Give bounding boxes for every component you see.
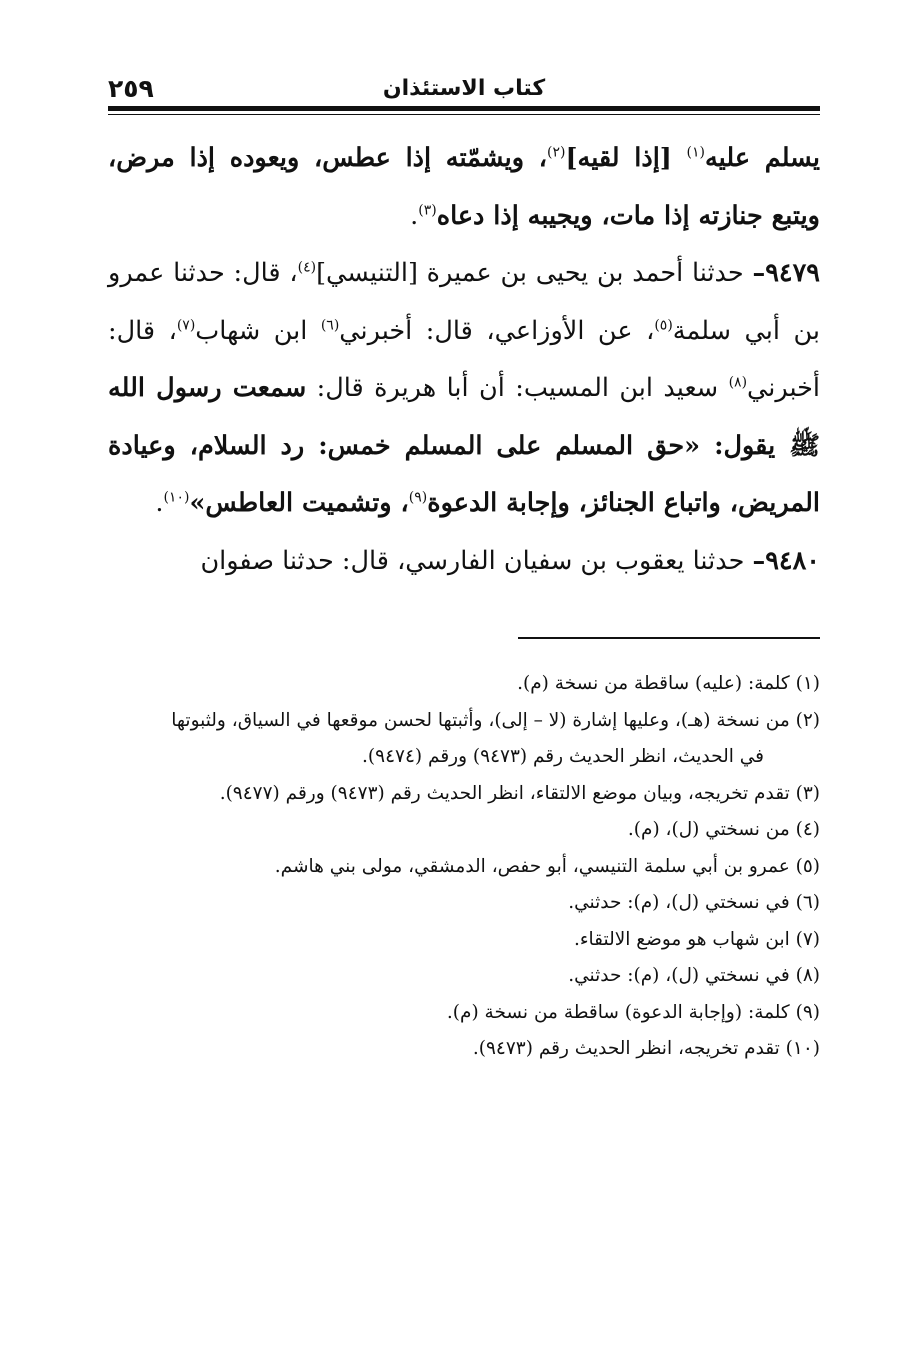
- footnote: [108, 776, 820, 813]
- footnote-text: (٧) ابن شهاب هو موضع الالتقاء.: [573, 928, 820, 950]
- text-run: ، قال: أخبرني: [108, 315, 820, 403]
- footnote-text: (٣) تقدم تخريجه، وبيان موضع الالتقاء، انظر الحديث رقم (٩٤٧٣) ورقم (٩٤٧٧).: [219, 782, 820, 804]
- footnote: [108, 922, 820, 959]
- footnote-ref: (١٠): [163, 489, 190, 506]
- footnote-ref: (٢): [546, 144, 566, 161]
- text-run: حدثنا أحمد بن يحيى بن عميرة [التنيسي]: [316, 258, 753, 288]
- footnote: [108, 885, 820, 922]
- footnote-ref: (٤): [297, 259, 317, 276]
- footnote-ref: (٧): [176, 317, 196, 333]
- footnote-text: (٢) من نسخة (هـ)، وعليها إشارة (لا – إلى)، وأثبتها لحسن موقعها في السياق، ولثبوتها: [171, 709, 820, 731]
- footnote: [108, 1031, 820, 1068]
- footnote: [108, 812, 820, 849]
- footnote-text: (٩) كلمة: (وإجابة الدعوة) ساقطة من نسخة (م).: [446, 1001, 820, 1023]
- footnote: [108, 849, 820, 886]
- text-run: .: [155, 488, 164, 518]
- main-text: [108, 130, 820, 590]
- footnote-ref: (٨): [728, 374, 748, 391]
- footnote: [108, 703, 820, 776]
- footnote: [108, 995, 820, 1032]
- footnote-ref: (٣): [418, 202, 437, 218]
- page-header: [108, 74, 820, 102]
- footnote: [108, 958, 820, 995]
- text-run: [إذا لقيه]: [565, 143, 687, 173]
- text-run: يسلم عليه: [705, 143, 820, 173]
- text-run: ، عن الأوزاعي، قال: أخبرني: [339, 315, 655, 346]
- hadith-number: ٩٤٧٩–: [752, 258, 820, 288]
- footnote-continuation: في الحديث، انظر الحديث رقم (٩٤٧٣) ورقم (٩٤٧٤).: [362, 746, 764, 767]
- text-run: ابن شهاب: [195, 315, 321, 346]
- footnotes: [108, 666, 820, 1068]
- footnote-text: (١٠) تقدم تخريجه، انظر الحديث رقم (٩٤٧٣).: [472, 1038, 820, 1059]
- footnote-text: (٦) في نسختي (ل)، (م): حدثني.: [568, 892, 820, 913]
- text-run: ، ويشمّته إذا عطس، ويعوده إذا مرض، ويتبع جنازته إذا مات، ويجيبه إذا دعاه: [108, 143, 820, 231]
- footnote: [108, 666, 820, 703]
- footnote-text: (٨) في نسختي (ل)، (م): حدثني.: [568, 965, 820, 986]
- footnote-text: (٥) عمرو بن أبي سلمة التنيسي، أبو حفص، الدمشقي، مولى بني هاشم.: [274, 855, 820, 877]
- footnote-text: (٤) من نسختي (ل)، (م).: [627, 819, 820, 840]
- footnote-ref: (٥): [654, 317, 673, 333]
- text-run: حدثنا يعقوب بن سفيان الفارسي، قال: حدثنا صفوان: [200, 545, 753, 576]
- paragraph-continuation: [108, 130, 820, 245]
- footnote-ref: (١): [686, 144, 706, 161]
- footnote-ref: (٩): [408, 489, 428, 506]
- text-run: ، قال: حدثنا عمرو بن أبي سلمة: [108, 258, 820, 346]
- text-run: سعيد ابن المسيب: أن أبا هريرة قال:: [306, 373, 729, 403]
- header-rule-thick: [108, 106, 820, 111]
- text-run: .: [410, 200, 419, 231]
- hadith-matn: ، وتشميت العاطس»: [189, 488, 409, 518]
- hadith-number: ٩٤٨٠–: [752, 545, 820, 576]
- hadith-9480: [108, 533, 820, 591]
- footnote-separator: [518, 637, 820, 639]
- header-rule-thin: [108, 114, 820, 115]
- hadith-9479: [108, 245, 820, 533]
- footnote-ref: (٦): [320, 317, 340, 333]
- hadith-matn: سمعت رسول الله ﷺ يقول: «حق المسلم على المسلم خمس: رد السلام، وعيادة المريض، واتباع الجنائز، وإجابة الدعوة: [108, 373, 820, 518]
- footnote-text: (١) كلمة: (عليه) ساقطة من نسخة (م).: [517, 673, 820, 694]
- running-title: كتاب الاستئذان: [382, 76, 546, 101]
- page-number: ٢٥٩: [108, 74, 154, 103]
